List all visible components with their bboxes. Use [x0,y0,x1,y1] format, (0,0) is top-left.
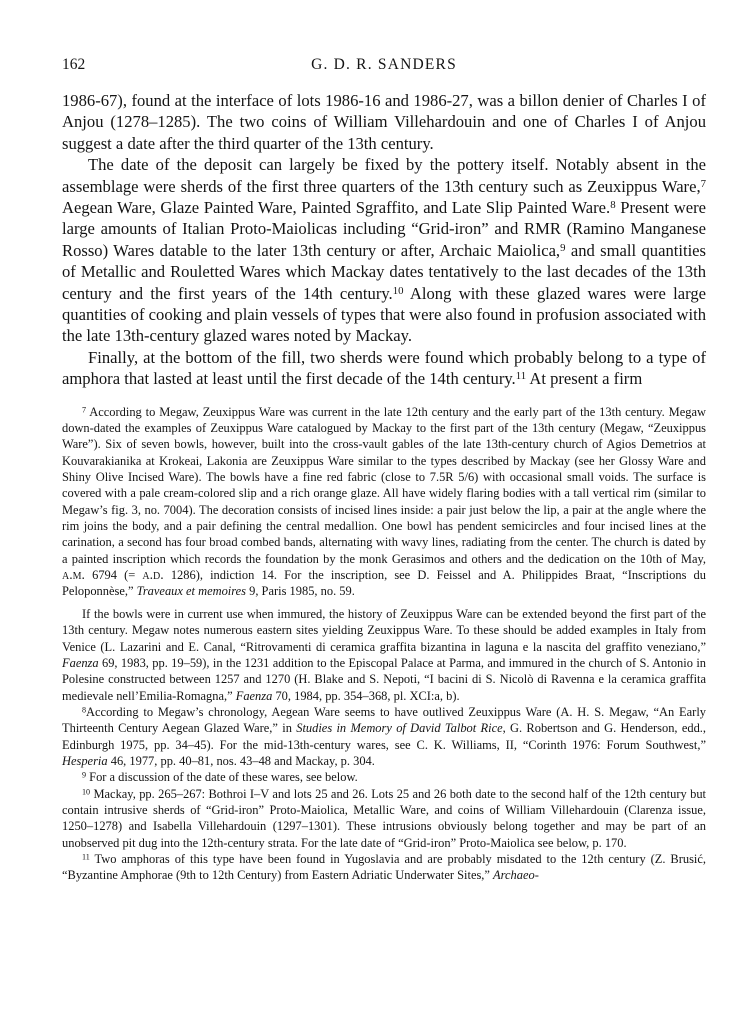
footnote-7-era-am: a.m. [62,567,85,583]
footnote-7-text-b: 6794 (= [84,568,143,583]
paragraph-3 [62,347,706,390]
footnote-8-number: 8 [82,705,87,715]
footnote-7b-text-c: 70, 1984, pp. 354–368, pl. XCI:a, b). [272,688,460,703]
footnote-11-text: Two amphoras of this type have been found in Yugoslavia and are probably misdated to the 12th century (Z. Brusić, “Byzantine Amphorae (9th to 12th Century) from Eastern Adriatic Underwater Sites,” [62,851,706,883]
paragraph-2-text-a: The date of the deposit can largely be fixed by the pottery itself. Notably absent in the assemblage were sherds of the first three quarters of the 13th century such as Zeuxippus Ware, [62,155,706,196]
footnote-8-text-c: 46, 1977, pp. 40–81, nos. 43–48 and Mackay, p. 304. [107,753,375,768]
footnote-7b-text-a: If the bowls were in current use when immured, the history of Zeuxippus Ware can be extended beyond the first part of the 13th century. Megaw notes numerous eastern sites yielding Zeuxippus Ware. To these should be added examples in Italy from Venice (L. Lazarini and E. Canal, “Ritrovamenti di ceramica graffita bizantina in laguna e la nascita del graffito veneziano,” [62,606,706,654]
footnotes [62,404,706,884]
footnote-ref-9[interactable]: 9 [560,242,566,254]
footnote-7-number: 7 [82,405,87,415]
footnote-7b-text-b: 69, 1983, pp. 19–59), in the 1231 addition to the Episcopal Palace at Parma, and immured in the church of S. Antonio in Polesine constructed between 1257 and 1270 (H. Blake and S. Nepoti, “I bacini di S. Nicolò di Ravenna e la ceramica graffita medievale nell’Emilia-Romagna,” [62,655,706,703]
running-head: G. D. R. SANDERS [311,56,457,73]
footnote-9-text: For a discussion of the date of these wares, see below. [86,770,358,785]
footnote-ref-8[interactable]: 8 [610,199,616,212]
paragraph-2 [62,154,706,347]
main-text [62,90,706,390]
footnote-9-number: 9 [82,770,87,780]
paragraph-3-text-b: At present a firm [526,369,643,389]
footnote-7-text-c: 1286), indiction 14. For the inscription, see D. Feissel and A. Philippides Braat, “Inscriptions du Peloponnèse,” [62,568,706,599]
paragraph-2-text-d: and small quantities of Metallic and Rouletted Wares which Mackay dates tentatively to the last decades of the 13th century and the first years of the 14th century. [62,240,707,303]
page [62,56,706,884]
footnote-8-book-title: Studies in Memory of David Talbot Rice [296,721,503,736]
footnote-8-text-b: , G. Robertson and G. Henderson, edd., Edinburgh 1975, pp. 34–45). For the mid-13th-century wares, see C. K. Williams, II, “Corinth 1976: Forum Southwest,” [62,721,707,752]
footnote-7b-journal-1: Faenza [62,655,99,670]
footnote-7-text-d: 9, Paris 1985, no. 59. [246,584,355,599]
page-header [62,56,706,84]
footnote-ref-10[interactable]: 10 [392,284,404,297]
footnote-7-journal-title: Traveaux et memoires [136,584,246,599]
footnote-11 [62,851,706,884]
footnote-7 [62,404,706,600]
footnote-11-journal-title: Archaeo- [493,868,539,883]
paragraph-2-text-c: Present were large amounts of Italian Proto-Maiolicas including “Grid-iron” and RMR (Ramino Manganese Rosso) Wares datable to the later 13th century or after, Archaic Maiolica, [62,198,706,260]
footnote-9 [62,769,706,785]
page-number: 162 [62,56,86,73]
footnote-7-continuation [62,606,706,704]
footnote-8-text-a: According to Megaw’s chronology, Aegean Ware seems to have outlived Zeuxippus Ware (A. H. S. Megaw, “An Early Thirteenth Century Aegean Glazed Ware,” in [62,704,706,736]
footnote-8-journal-title: Hesperia [62,753,108,768]
footnote-ref-7[interactable]: 7 [700,177,706,190]
footnote-11-number: 11 [82,852,90,862]
footnote-8 [62,704,706,769]
footnote-10-number: 10 [82,786,91,796]
paragraph-2-text-e: Along with these glazed wares were large quantities of cooking and plain vessels of types that were also found in profusion associated with the late 13th-century glazed wares noted by Mackay. [62,283,706,346]
footnote-7-era-ad: a.d. [142,567,164,583]
paragraph-1: 1986-67), found at the interface of lots 1986-16 and 1986-27, was a billon denier of Charles I of Anjou (1278–1285). The two coins of William Villehardouin and one of Charles I of Anjou suggest a date after the third quarter of the 13th century. [62,91,706,153]
footnote-10-text: Mackay, pp. 265–267: Bothroi I–V and lots 25 and 26. Lots 25 and 26 both date to the second half of the 12th century but contain intrusive sherds of “Grid-iron” Proto-Maiolica, Metallic Ware, and coins of William Villehardouin (Clarenza issue, 1250–1278) and Isabella Villehardouin (1297–1301). These intrusions obviously belong together and may be part of an unobserved pit dug into the 12th-century strata. For the late date of “Grid-iron” Proto-Maiolica see below, p. 170. [62,786,706,850]
footnote-ref-11[interactable]: 11 [515,370,527,383]
paragraph-3-text-a: Finally, at the bottom of the fill, two sherds were found which probably belong to a type of amphora that lasted at least until the first decade of the 14th century. [62,347,706,389]
footnote-10 [62,786,706,851]
paragraph-2-text-b: Aegean Ware, Glaze Painted Ware, Painted Sgraffito, and Late Slip Painted Ware. [62,198,611,218]
footnote-7b-journal-2: Faenza [235,688,273,703]
footnote-7-text-a: According to Megaw, Zeuxippus Ware was current in the late 12th century and the early part of the 13th century. Megaw down-dated the examples of Zeuxippus Ware catalogued by Mackay to the first part of the 13th century (Megaw, “Zeuxippus Ware”). Six of seven bowls, however, built into the cross-vault gables of the late 13th-century church of Agios Demetrios at Kouvarakianika at Krokeai, Lakonia are Zeuxippus Ware similar to the types described by Mackay (see her Glossy Ware and Shiny Olive Incised Ware). The bowls have a fine red fabric (close to 7.5R 5/6) with occasional small voids. The surface is covered with a pale cream-colored slip and a rich orange glaze. All have widely flaring bodies with a tall vertical rim (similar to Megaw’s fig. 3, no. 7004). The decoration consists of incised lines inside: a pair just below the lip, a pair at the angle where the rim joins the body, and a pair defining the central medallion. One bowl has pendent semicircles and four incised lines at the carination, a second has four broad combed bands, alternating with wavy lines, radiating from the center. The church is dated by a painted inscription which records the foundation by the monk Gerasimos and others and the dedication on the 10th of May, [62,404,706,566]
